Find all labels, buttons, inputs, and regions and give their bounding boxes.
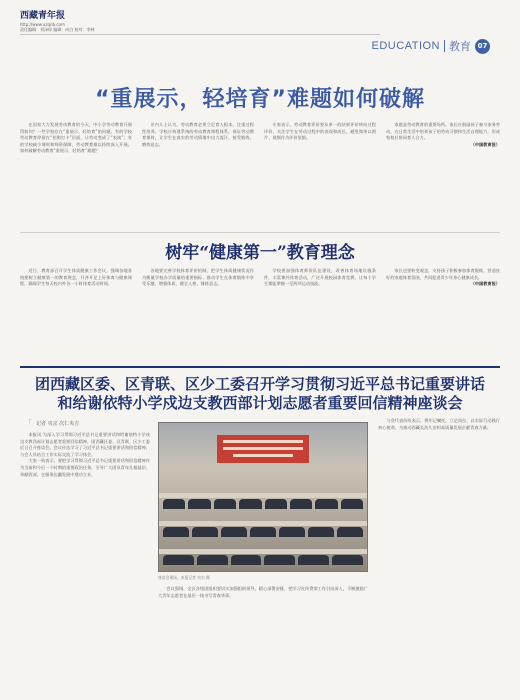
header-rule [20, 34, 380, 35]
article3-col3-text: 会议强调，全区各级团组织要切实加强组织领导，精心部署安排，把学习宣传贯彻工作引向深入，不断激励广大青年志愿者在基层一线书写青春华章。 [158, 586, 368, 598]
section-divider [444, 40, 445, 52]
staff-credits: 责任编辑：刘泽琼 编辑：向白 校对：李林 [20, 27, 95, 32]
article3-headline [20, 375, 500, 413]
byline-bracket-icon: 「 [24, 419, 32, 428]
article1-column-1 [20, 122, 132, 155]
article3-headline-line2: 和给谢依特小学戍边支教西部计划志愿者重要回信精神座谈会 [57, 394, 463, 412]
masthead-url: http://www.xzqnb.com [20, 22, 65, 27]
article1-col2-text: 业内人士认为，劳动教育必须立足育人根本，注重过程性培养。学校应构建系统的劳动教育课程体系，保证劳动教育课时，让学生在真实的劳动情境中出力流汗，接受锻炼，磨炼意志。 [142, 122, 254, 147]
article3-col4-text: 与会代表纷纷表示，将牢记嘱托，立足岗位，以实际行动践行初心使命，为推动西藏长治久安和高质量发展贡献青春力量。 [378, 418, 500, 430]
article3-column-2 [158, 586, 368, 599]
article2-source: （中国教育报） [470, 281, 500, 287]
article2-col1-text: 近日，教育部召开学生体质健康工作会议，强调各地各校要树立健康第一的教育理念，开齐开足上好体育与健康课程，确保学生每天校内外各一小时体育活动时间。 [20, 268, 132, 287]
photo-caption: 座谈会现场。本报记者 央宗 摄 [158, 575, 210, 580]
article1-column-4 [386, 122, 500, 148]
masthead [20, 8, 140, 27]
article1-source: （中国教育报） [470, 141, 500, 147]
article1-headline: “重展示，轻培育”难题如何破解 [95, 87, 425, 112]
page-number-badge: 07 [475, 39, 490, 54]
article1-col1-text: 在国家大力发展劳动教育的今天，中小学劳动教育开展得如何？一些学校存在“重展示，轻培育”的问题。有的学校劳动教育停留在“拍照打卡”层面，让劳动变成了“表演”；有的学校缺少课时和师资保障，劳动教育难以持续深入开展。如何破解劳动教育“重展示，轻培育”难题？ [20, 122, 132, 154]
section-rule-1 [20, 232, 500, 233]
article3-column-1 [20, 432, 150, 478]
article3-byline-text: 记者 央宗 次仁央吉 [36, 421, 80, 427]
photo-red-banner [217, 435, 309, 463]
article3-headline-line1: 团西藏区委、区青联、区少工委召开学习贯彻习近平总书记重要讲话 [34, 375, 485, 393]
article2-column-4 [386, 268, 500, 288]
article2-column-1 [20, 268, 132, 288]
masthead-title: 西藏青年报 [20, 11, 66, 21]
article2-col3-text: 学校要加强体育师资队伍建设，改善体育场地设施条件，丰富课外体育活动，广泛开展校园体育竞赛，让每个学生都能掌握一至两项运动技能。 [264, 268, 376, 287]
article3-col1-text: 本报讯 为深入学习贯彻习近平总书记重要讲话和给谢依特小学戍边支教西部计划志愿者重要回信精神，团西藏区委、区青联、区少工委近日召开座谈会。会议传达学习了习近平总书记重要讲话和回信精神，与会人员结合工作实际交流了学习体会。 [20, 432, 150, 457]
article3-byline [24, 418, 79, 429]
article2-col2-text: 各地要完善学校体育评价机制，把学生体质健康状况作为衡量学校办学质量的重要指标，推动学生在体育锻炼中享受乐趣、增强体质、健全人格、锤炼意志。 [142, 268, 254, 287]
article2-headline: 树牢“健康第一”教育理念 [165, 243, 355, 263]
article1-col3-text: 专家表示，劳动教育评价要从单一的结果评价转向过程评价，关注学生在劳动过程中的表现和成长，避免简单以照片、视频作为评价依据。 [264, 122, 376, 141]
section-name-en: EDUCATION [371, 40, 440, 52]
meeting-photo [158, 422, 368, 572]
section-name-zh: 教育 [449, 40, 471, 53]
article2-column-3 [264, 268, 376, 288]
article3-column-3 [378, 418, 500, 431]
section-tag [372, 38, 490, 54]
section-rule-2 [20, 366, 500, 368]
article2-col4-text: 家长也要转变观念，支持孩子积极参加体育锻炼，营造良好的家庭体育氛围，共同促进青少年身心健康成长。 [386, 268, 500, 280]
article3-col2-text: 大家一致表示，要把学习贯彻习近平总书记重要讲话和回信精神作为当前和今后一个时期的重要政治任务，引导广大团员青年扎根基层、奉献西部，在服务边疆发展中建功立业。 [20, 458, 150, 477]
article1-column-3 [264, 122, 376, 142]
article1-column-2 [142, 122, 254, 148]
article1-col4-text: 家庭是劳动教育的重要场所。家长应鼓励孩子参与家务劳动，在日常生活中培养孩子的劳动习惯和生活自理能力，形成家校社协同育人合力。 [386, 122, 500, 141]
article2-column-2 [142, 268, 254, 288]
